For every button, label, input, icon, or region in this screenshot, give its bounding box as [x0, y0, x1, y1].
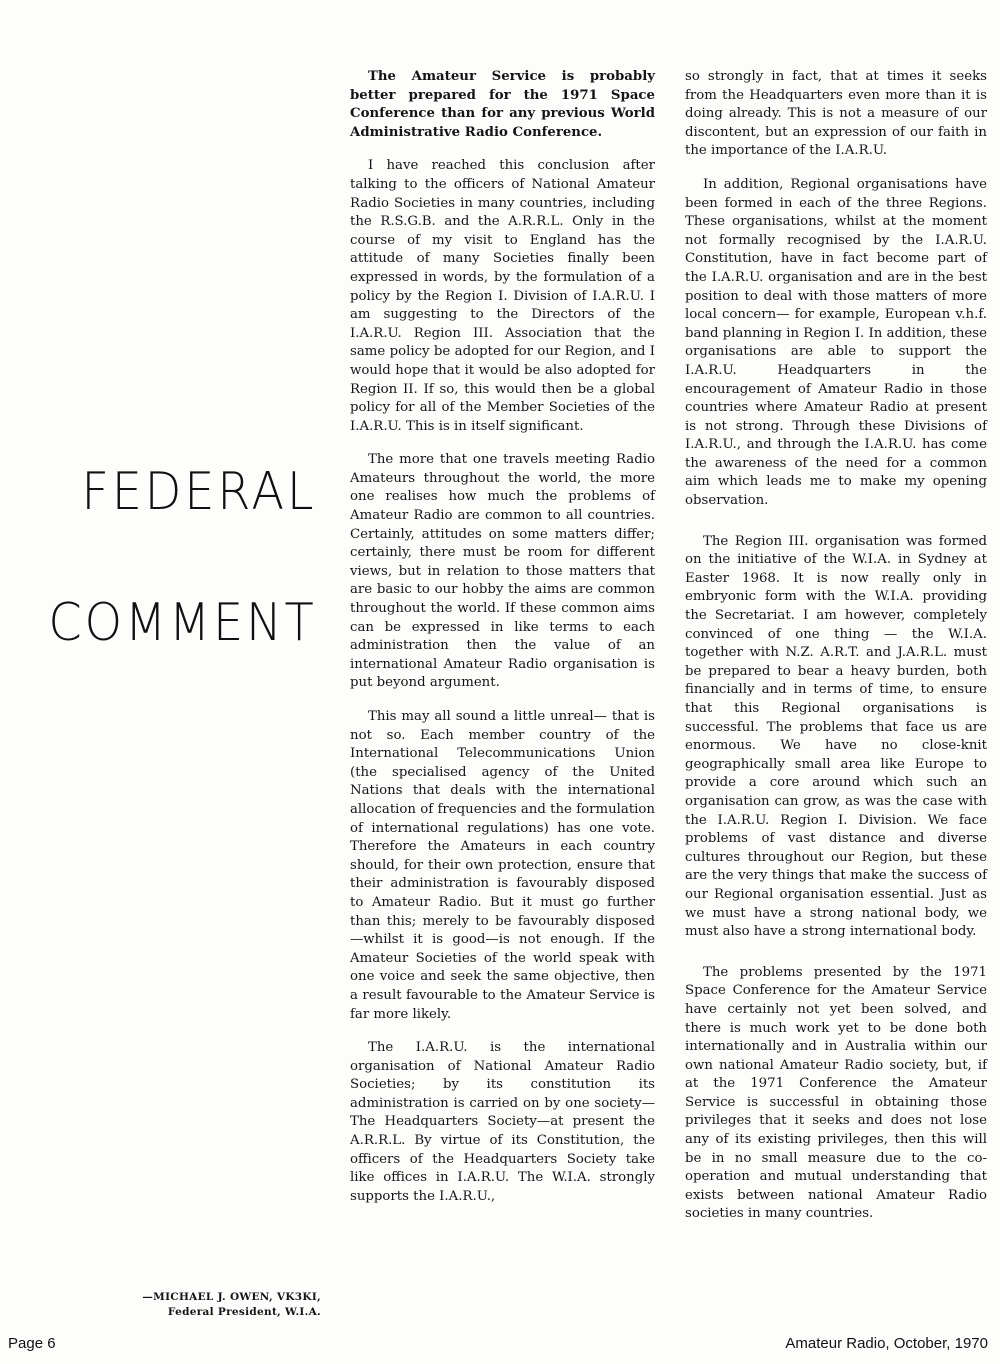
- page-number: Page 6: [8, 1335, 56, 1352]
- article-paragraph: This may all sound a little unreal— that is not so. Each member country of the International Telecommunications Union (the specialised agency of the United Nations that deals with the international allocation of frequencies and the formulation of international regulations) has one vote. Therefore the Amateurs in each country should, for their own protection, ensure that their administration is favourably disposed to Amateur Radio. But it must go further than this; merely to be favourably disposed—whilst it is good—is not enough. If the Amateur Societies of the world speak with one voice and seek the same objective, then a result favourable to the Amateur Service is far more likely.: [350, 709, 655, 1022]
- article-paragraph: I have reached this conclusion after talking to the officers of National Amateur Radio Societies in many countries, including the R.S.G.B. and the A.R.R.L. Only in the course of my visit to England has the attitude of many Societies finally been expressed in words, by the formulation of a policy by the Region I. Division of I.A.R.U. I am suggesting to the Directors of the I.A.R.U. Region III. Association that the same policy be adopted for our Region, and I would hope that it would be also adopted for Region II. If so, this would then be a global policy for all of the Member Societies of the I.A.R.U. This is in itself significant.: [350, 158, 655, 434]
- article-column-1: [350, 68, 655, 1221]
- magazine-issue: Amateur Radio, October, 1970: [785, 1335, 988, 1352]
- article-column-2: [685, 68, 987, 1239]
- author-byline: [95, 1290, 321, 1320]
- article-paragraph: The I.A.R.U. is the international organisation of National Amateur Radio Societies; by its constitution its administration is carried on by one society— The Headquarters Society—at present the A.R.R.L. By virtue of its Constitution, the officers of the Headquarters Society take like offices in I.A.R.U. The W.I.A. strongly supports the I.A.R.U.,: [350, 1040, 655, 1204]
- author-name: —MICHAEL J. OWEN, VK3KI,: [142, 1291, 321, 1303]
- author-title: Federal President, W.I.A.: [167, 1306, 321, 1318]
- article-paragraph: The problems presented by the 1971 Space Conference for the Amateur Service have certainly not yet been solved, and there is much work yet to be done both internationally and in Australia within our own national Amateur Radio society, but, if at the 1971 Conference the Amateur Service is successful in obtaining those privileges that it seeks and does not lose any of its existing privileges, then this will be in no small measure due to the co-operation and mutual understanding that exists between national Amateur Radio societies in many countries.: [685, 964, 987, 1222]
- headline-comment: COMMENT: [47, 593, 316, 653]
- article-paragraph: The Region III. organisation was formed on the initiative of the W.I.A. in Sydney at Easter 1968. It is now really only in embryonic form with the W.I.A. providing the Secretariat. I am however, completely convinced of one thing — the W.I.A. together with N.Z. A.R.T. and J.A.R.L. must be prepared to bear a heavy burden, both financially and in terms of time, to ensure that this Regional organisations is successful. The problems that face us are enormous. We have no close-knit geographically small area like Europe to provide a core around which such an organisation can grow, as was the case with the I.A.R.U. Region I. Division. We face problems of vast distance and diverse cultures throughout our Region, but these are the very things that make the success of our Regional organisation essential. Just as we must have a strong national body, we must also have a strong international body.: [685, 533, 987, 940]
- article-paragraph: In addition, Regional organisations have been formed in each of the three Regions. These organisations, whilst at the moment not formally recognised by the I.A.R.U. Constitution, have in fact become part of the I.A.R.U. organisation and are in the best position to deal with those matters of more local concern— for example, European v.h.f. band planning in Region I. In addition, these organisations are able to support the I.A.R.U. Headquarters in the encouragement of Amateur Radio in those countries where Amateur Radio at present is not strong. Through these Divisions of I.A.R.U., and through the I.A.R.U. has come the awareness of the need for a common aim which leads me to make my opening observation.: [685, 176, 987, 509]
- article-paragraph: The more that one travels meeting Radio Amateurs throughout the world, the more one realises how much the problems of Amateur Radio are common to all countries. Certainly, attitudes on some matters differ; certainly, there must be room for different views, but in relation to those matters that are basic to our hobby the aims are common throughout the world. If these common aims can be expressed in like terms to each administration then the value of an international Amateur Radio organisation is put beyond argument.: [350, 452, 655, 691]
- article-paragraph-continued: so strongly in fact, that at times it seeks from the Headquarters even more than it is doing already. This is not a measure of our discontent, but an expression of our faith in the importance of the I.A.R.U.: [685, 69, 987, 159]
- headline-federal: FEDERAL: [81, 462, 316, 522]
- lead-paragraph: The Amateur Service is probably better prepared for the 1971 Space Conference than for any previous World Administrative Radio Conference.: [350, 69, 655, 140]
